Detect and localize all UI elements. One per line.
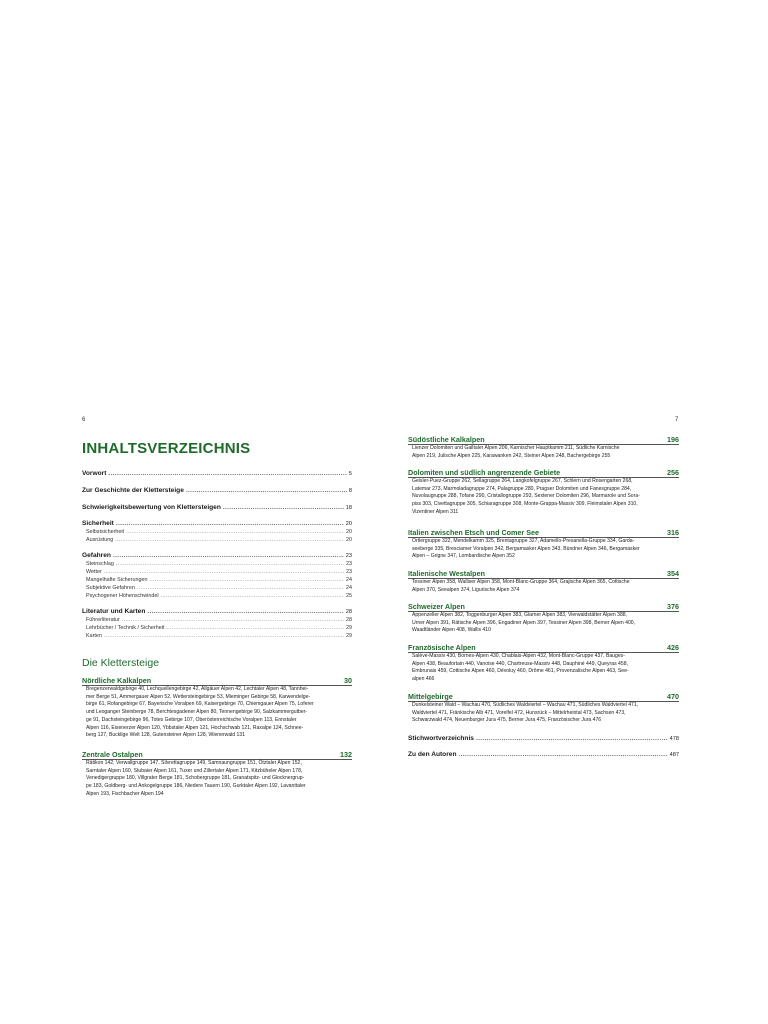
region-description: Geisler-Puez-Gruppe 262, Sellagruppe 264, Langkofelgruppe 267, Schlern und Rosengarten 268, Latemar 273, Marmoladagruppe 274, Palagruppe 280, Pragser Dolomiten und Fanesgruppe 284, Nuvolaugruppe 288, Tofane 290, Cristallogruppe 293, Sextener Dolomiten 296, Marmarole und Sora- piss 303, Civettagruppe 305, Schiaragruppe 308, Monte-Grappa-Massiv 309, Fleimstaler Alpen 310, Vizentiner Alpen 311 — [412, 478, 640, 515]
toc-entry-literatur[interactable]: Literatur und Karten ..... 28 — [82, 608, 352, 615]
toc-subentry[interactable]: Ausrüstung ..... 20 — [82, 537, 352, 543]
toc-entry-geschichte[interactable]: Zur Geschichte der Klettersteige ..... 8 — [82, 487, 352, 494]
toc-region-noerdliche-kalkalpen[interactable]: Nördliche Kalkalpen 30 — [82, 676, 352, 685]
toc-entry-stichwortverzeichnis[interactable]: Stichwortverzeichnis ..... 478 — [408, 735, 679, 742]
toc-region-dolomiten[interactable]: Dolomiten und südlich angrenzende Gebiete 256 — [408, 468, 679, 477]
toc-region-zentrale-ostalpen[interactable]: Zentrale Ostalpen 132 — [82, 750, 352, 759]
region-description: Ortlergruppe 322, Mendelkamm 325, Brentagruppe 327, Adamello-Presanella-Gruppe 334, Garda- seeberge 335, Bresciamer Voralpen 342, Bergamasker Alpen 343, Bündner Alpen 346, Bergamasker Alpen – Grigne 347, Lombardische Alpen 352 — [412, 538, 640, 560]
region-description: Lienzer Dolomiten und Gailtaler Alpen 206, Karnischer Hauptkamm 211, Südliche Karnische Alpen 219, Julische Alpen 225, Karawanken 242, Steiner Alpen 248, Bachergebirge 255 — [412, 445, 620, 459]
toc-entry-sicherheit[interactable]: Sicherheit ..... 20 — [82, 520, 352, 527]
region-description: Bregenzerwaldgebirge 40, Lechquellengebirge 42, Allgäuer Alpen 42, Lechtaler Alpen 48, Tannhei- mer Berge 51, Ammergauer Alpen 52, Wettersteingebirge 53, Mieminger Gebirge 58, Karwendelge- birge 61, Rofangebirge 67, Bayerische Voralpen 69, Kaisergebirge 70, Chiemgauer Alpen 75, Loferer und Leoganger Steinberge 78, Berchtesgadener Alpen 80, Tennengebirge 90, Salzkammergutber- ge 91, Dachsteingebirge 96, Totes Gebirge 107, Oberösterreichische Voralpen 113, Ennstaler Alpen 116, Eisenerzer Alpen 120, Ybbstaler Alpen 121, Hochschwab 121, Raxalpe 124, Schnee- berg 127, Bucklige Welt 128, Gutensteiner Alpen 128, Wienerwald 131 — [86, 686, 314, 739]
toc-region-italien-etsch-comer-see[interactable]: Italien zwischen Etsch und Comer See 316 — [408, 528, 679, 537]
page-number-right: 7 — [675, 417, 679, 423]
page-number-left: 6 — [82, 417, 86, 423]
region-description: Tessiner Alpen 358, Walliser Alpen 358, Mont-Blanc-Gruppe 364, Grajische Alpen 365, Cottische Alpen 370, Seealpen 374, Ligurische Alpen 374 — [412, 579, 630, 593]
toc-region-italienische-westalpen[interactable]: Italienische Westalpen 354 — [408, 569, 679, 578]
region-description: Salève-Massiv 430, Bornes-Alpen 430, Chablais-Alpen 432, Mont-Blanc-Gruppe 437, Bauges- Alpen 438, Beaufortain 440, Vanoise 440, Chartreuse-Massiv 448, Dauphiné 449, Queyras 458, Embrunais 459, Cottische Alpen 460, Dévoluy 460, Drôme 461, Provenzalische Alpen 463, See- alpen 466 — [412, 653, 629, 683]
region-description: Appenzeller Alpen 382, Toggenburger Alpen 383, Glarner Alpen 383, Vierwaldstätter Alpen 388, Urner Alpen 391, Rätische Alpen 396, Engadiner Alpen 397, Tessiner Alpen 398, Berner Alpen 400, Waadtländer Alpen 408, Wallis 410 — [412, 612, 636, 634]
toc-subentry[interactable]: Lehrbücher / Technik / Sicherheit ..... 29 — [82, 625, 352, 631]
toc-subentry[interactable]: Karten ..... 29 — [82, 633, 352, 639]
toc-entry-schwierigkeitsbewertung[interactable]: Schwierigkeitsbewertung von Klettersteigen ..... 18 — [82, 504, 352, 511]
toc-subentry[interactable]: Steinschlag ..... 23 — [82, 561, 352, 567]
toc-region-franzoesische-alpen[interactable]: Französische Alpen 426 — [408, 643, 679, 652]
toc-title: INHALTSVERZEICHNIS — [82, 440, 251, 457]
toc-region-mittelgebirge[interactable]: Mittelgebirge 470 — [408, 692, 679, 701]
toc-region-schweizer-alpen[interactable]: Schweizer Alpen 376 — [408, 602, 679, 611]
toc-subentry[interactable]: Führerliteratur ..... 28 — [82, 617, 352, 623]
toc-subentry[interactable]: Psychogener Höhenschwindel ..... 25 — [82, 593, 352, 599]
section-title: Die Klettersteige — [82, 657, 160, 669]
region-description: Rätikon 142, Verwallgruppe 147, Silvrettagruppe 149, Samnaungruppe 151, Ötztaler Alpen 152, Sarntaler Alpen 160, Stubaier Alpen 161, Tuxer und Zillertaler Alpen 171, Kitzbüheler Alpen 178, Venedigergruppe 180, Villgrater Berge 181, Schobergruppe 181, Granatspitz- und Glocknergrup- pe 183, Goldberg- und Ankogelgruppe 186, Niedere Tauern 190, Gurktaler Alpen 192, Lavanttaler Alpen 193, Fischbacher Alpen 194 — [86, 760, 306, 797]
toc-entry-gefahren[interactable]: Gefahren ..... 23 — [82, 552, 352, 559]
region-description: Dunkelsteiner Wald – Wachau 470, Südliches Waldviertel – Wachau 471, Südliches Waldviertel 471, Waldviertel 471, Fränkische Alb 471, Vorelfel 472, Hunsrück – Mittelrheintal 473, Sachsen 473, Schwarzwald 474, Neuenburger Jura 475, Berner Jura 475, Französischer Jura 476 — [412, 702, 639, 724]
toc-subentry[interactable]: Selbstsicherheit ..... 20 — [82, 529, 352, 535]
toc-subentry[interactable]: Mangelhafte Sicherungen ..... 24 — [82, 577, 352, 583]
toc-region-suedoestliche-kalkalpen[interactable]: Südöstliche Kalkalpen 196 — [408, 435, 679, 444]
toc-entry-vorwort[interactable]: Vorwort ..... 5 — [82, 470, 352, 477]
toc-subentry[interactable]: Subjektive Gefahren ..... 24 — [82, 585, 352, 591]
toc-subentry[interactable]: Wetter ..... 23 — [82, 569, 352, 575]
toc-entry-autoren[interactable]: Zu den Autoren ..... 487 — [408, 751, 679, 758]
